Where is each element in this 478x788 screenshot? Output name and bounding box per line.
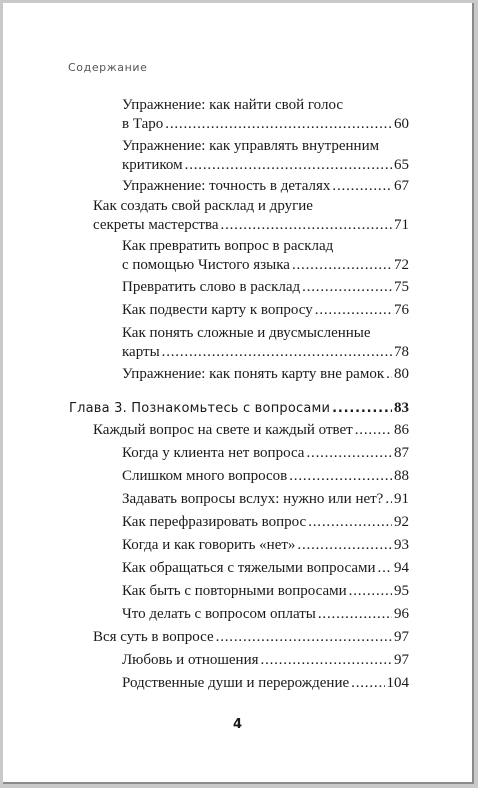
dot-leader [349, 582, 392, 601]
toc-entry-title-line: с помощью Чистого языка [122, 257, 290, 273]
toc-entry-title: Упражнение: точность в деталях [122, 178, 331, 194]
toc-page-number: 88 [394, 468, 409, 484]
toc-entry [93, 197, 409, 235]
toc-page-number: 72 [394, 257, 409, 273]
toc-entry-title: Как перефразировать вопрос [122, 514, 307, 530]
toc-page-number: 95 [394, 583, 409, 599]
toc-page-number: 78 [394, 344, 409, 360]
toc-page-number: 80 [394, 366, 409, 382]
toc-entry-title-line: Как превратить вопрос в расклад [122, 238, 334, 254]
toc-entry [122, 278, 409, 297]
toc-entry [122, 605, 409, 624]
toc-entry-title-line: Как понять сложные и двусмысленные [122, 325, 371, 341]
dot-leader [332, 399, 392, 418]
toc-entry [122, 96, 409, 134]
toc-page-number: 93 [394, 537, 409, 553]
dot-leader [318, 605, 392, 624]
toc-entry-title: Слишком много вопросов [122, 468, 288, 484]
toc-entry-title: Упражнение: как понять карту вне рамок [122, 366, 385, 382]
toc-page-number: 76 [394, 302, 409, 318]
toc-page-number: 92 [394, 514, 409, 530]
toc-chapter-title: Глава 3. Познакомьтесь с вопросами [69, 401, 331, 416]
dot-leader [386, 365, 392, 384]
dot-leader [308, 513, 392, 532]
toc-page-number: 67 [394, 178, 409, 194]
toc-page-number: 65 [394, 157, 409, 173]
toc-entry [122, 559, 409, 578]
toc-entry-title-line: в Таро [122, 116, 164, 132]
toc-entry-title-line: секреты мастерства [93, 217, 219, 233]
toc-entry-title: Когда и как говорить «нет» [122, 537, 296, 553]
toc-entry-title: Любовь и отношения [122, 652, 259, 668]
dot-leader [185, 156, 392, 175]
dot-leader [292, 256, 392, 275]
toc-entry [122, 490, 409, 509]
toc-entry [122, 137, 409, 175]
toc-page-number: 87 [394, 445, 409, 461]
toc-entry-title: Что делать с вопросом оплаты [122, 606, 316, 622]
dot-leader [378, 559, 392, 578]
toc-page-number: 96 [394, 606, 409, 622]
toc-entry [122, 444, 409, 463]
toc-entry-title: Как быть с повторными вопросами [122, 583, 347, 599]
toc-entry-title-line: критиком [122, 157, 183, 173]
toc-page-number: 104 [386, 675, 409, 691]
toc-entry [122, 324, 409, 362]
dot-leader [306, 444, 392, 463]
toc-entry-title: Когда у клиента нет вопроса [122, 445, 305, 461]
toc-chapter-entry [69, 399, 409, 418]
toc-entry [122, 177, 409, 196]
dot-leader [355, 421, 392, 440]
toc-entry [122, 301, 409, 320]
running-head: Содержание [68, 61, 148, 74]
toc-entry [93, 421, 409, 440]
toc-page-number: 97 [394, 629, 409, 645]
toc-page-number: 83 [394, 400, 409, 416]
toc-entry-title: Превратить слово в расклад [122, 279, 301, 295]
toc-entry-title: Задавать вопросы вслух: нужно или нет? [122, 491, 384, 507]
dot-leader [297, 536, 392, 555]
dot-leader [216, 628, 392, 647]
dot-leader [261, 651, 392, 670]
book-page [3, 3, 474, 784]
dot-leader [165, 115, 392, 134]
dot-leader [221, 216, 392, 235]
toc-entry-title-line: Упражнение: как найти свой голос [122, 97, 343, 113]
dot-leader [302, 278, 392, 297]
toc-entry-title-line: Упражнение: как управлять внутренним [122, 138, 380, 154]
toc-page-number: 94 [394, 560, 409, 576]
toc-entry [122, 513, 409, 532]
toc-entry-title-line: карты [122, 344, 160, 360]
toc-entry-title: Родственные души и перерождение [122, 675, 350, 691]
toc-page-number: 60 [394, 116, 409, 132]
dot-leader [162, 343, 392, 362]
toc-entry-title-line: Как создать свой расклад и другие [93, 198, 313, 214]
dot-leader [385, 490, 392, 509]
toc-entry [122, 651, 409, 670]
toc-page-number: 97 [394, 652, 409, 668]
toc-entry-title: Как обращаться с тяжелыми вопросами [122, 560, 376, 576]
toc-entry-title: Как подвести карту к вопросу [122, 302, 313, 318]
dot-leader [315, 301, 392, 320]
toc-entry [122, 237, 409, 275]
toc-page-number: 71 [394, 217, 409, 233]
toc-page-number: 75 [394, 279, 409, 295]
toc-entry [122, 674, 409, 693]
toc-entry [122, 536, 409, 555]
toc-entry [122, 467, 409, 486]
page-number: 4 [232, 717, 243, 732]
toc-entry [93, 628, 409, 647]
toc-entry [122, 365, 409, 384]
toc-entry-title: Каждый вопрос на свете и каждый ответ [93, 422, 353, 438]
toc-entry [122, 582, 409, 601]
dot-leader [289, 467, 392, 486]
dot-leader [351, 674, 384, 693]
toc-page-number: 86 [394, 422, 409, 438]
toc-page-number: 91 [394, 491, 409, 507]
dot-leader [332, 177, 392, 196]
toc-entry-title: Вся суть в вопросе [93, 629, 214, 645]
